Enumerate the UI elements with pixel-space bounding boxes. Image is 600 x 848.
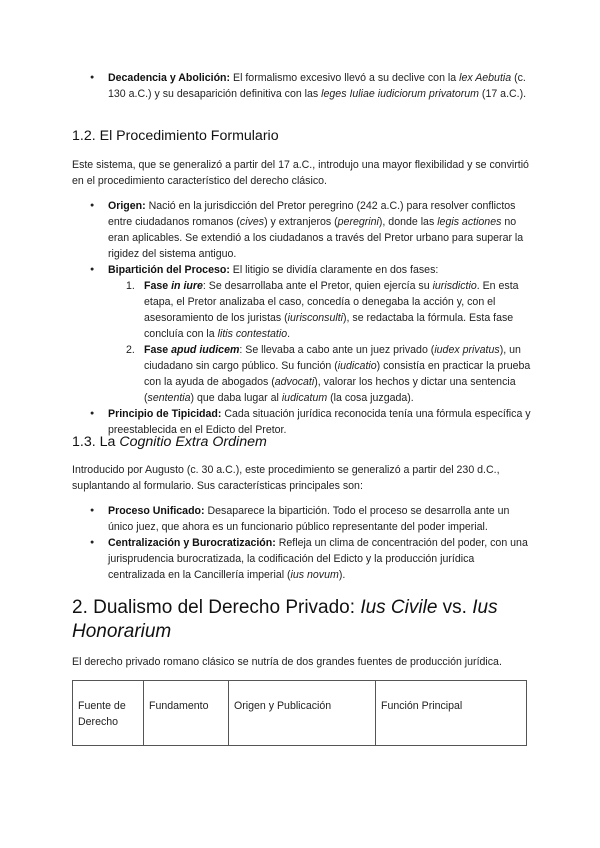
section-heading-1-3: 1.3. La Cognitio Extra Ordinem <box>72 434 267 450</box>
list-item-tipicidad: ● Principio de Tipicidad: Cada situación jurídica reconocida tenía una fórmula específica y preestablecida en el Edicto del Pretor. <box>72 406 532 438</box>
section-1-2-intro: Este sistema, que se generalizó a partir del 17 a.C., introdujo una mayor flexibilidad y se convirtió en el procedimiento característico del derecho clásico. <box>72 159 529 187</box>
fuentes-table <box>72 680 527 746</box>
list-item-centralizacion: ● Centralización y Burocratización: Refleja un clima de concentración del poder, con una jurisprudencia burocratizada, la codificación del Edicto y la producción jurídica centralizada en la Cancillería imperial (ius novum). <box>72 535 532 583</box>
list-item-fase-1: 1. Fase in iure: Se desarrollaba ante el Pretor, quien ejercía su iurisdictio. En esta etapa, el Pretor analizaba el caso, concedía o denegaba la acción y, con el asesoramiento de los juristas (iurisconsulti), se redactaba la fórmula. Esta fase concluía con la litis contestatio. <box>126 280 519 340</box>
fases-list <box>108 278 532 406</box>
table-header-cell: Fuente de Derecho <box>73 681 144 746</box>
decadencia-list <box>72 70 532 102</box>
table-header-row <box>73 681 527 746</box>
table-header-cell: Origen y Publicación <box>229 681 376 746</box>
bullet-label: Decadencia y Abolición: <box>108 72 231 84</box>
table-header-cell: Función Principal <box>376 681 527 746</box>
section-heading-1-2: 1.2. El Procedimiento Formulario <box>72 128 279 144</box>
list-item: ● Decadencia y Abolición: El formalismo excesivo llevó a su declive con la lex Aebutia (c. 130 a.C.) y su desaparición definitiva con las leges Iuliae iudiciorum privatorum (17 a.C.). <box>72 70 532 102</box>
cognitio-list <box>72 503 532 583</box>
formulario-list <box>72 198 532 438</box>
list-item-unificado: ● Proceso Unificado: Desaparece la bipartición. Todo el proceso se desarrolla ante un único juez, que ahora es un funcionario público representante del poder imperial. <box>72 503 532 535</box>
section-2-intro: El derecho privado romano clásico se nutría de dos grandes fuentes de producción jurídica. <box>72 656 502 668</box>
list-item-fase-2: 2. Fase apud iudicem: Se llevaba a cabo ante un juez privado (iudex privatus), un ciudadano sin cargo público. Su función (iudicatio) consistía en practicar la prueba con la ayuda de abogados (advocati), valorar los hechos y dictar una sentencia (sententia) que daba lugar al iudicatum (la cosa juzgada). <box>126 344 531 404</box>
list-item-biparticion: ● Bipartición del Proceso: El litigio se dividía claramente en dos fases: 1. Fase in iure: Se desarrollaba ante el Pretor, quien ejercía su iurisdictio. En esta etapa, el Pretor analizaba el caso, concedía o denegaba la acción y, con el asesoramiento de los juristas (iurisconsulti), se redactaba la fórmula. Esta fase concluía con la litis contestatio. 2. Fase apud iudicem: Se llevaba a cabo ante un juez privado (iudex privatus), un ciudadano sin cargo público. Su función (iudicatio) consistía en practicar la prueba con la ayuda de abogados (advocati), valorar los hechos y dictar una sentencia (sententia) que daba lugar al iudicatum (la cosa juzgada). <box>72 262 532 406</box>
section-1-3-intro: Introducido por Augusto (c. 30 a.C.), este procedimiento se generalizó a partir del 230 d.C., suplantando al formulario. Sus características principales son: <box>72 464 500 492</box>
list-item-origen: ● Origen: Nació en la jurisdicción del Pretor peregrino (242 a.C.) para resolver conflictos entre ciudadanos romanos (cives) y extranjeros (peregrini), donde las legis actiones no eran aplicables. Se extendió a los ciudadanos a través del Pretor urbano para superar la rigidez del sistema antiguo. <box>72 198 532 262</box>
table-header-cell: Fundamento <box>144 681 229 746</box>
section-heading-2: 2. Dualismo del Derecho Privado: Ius Civile vs. Ius Honorarium <box>72 597 498 642</box>
